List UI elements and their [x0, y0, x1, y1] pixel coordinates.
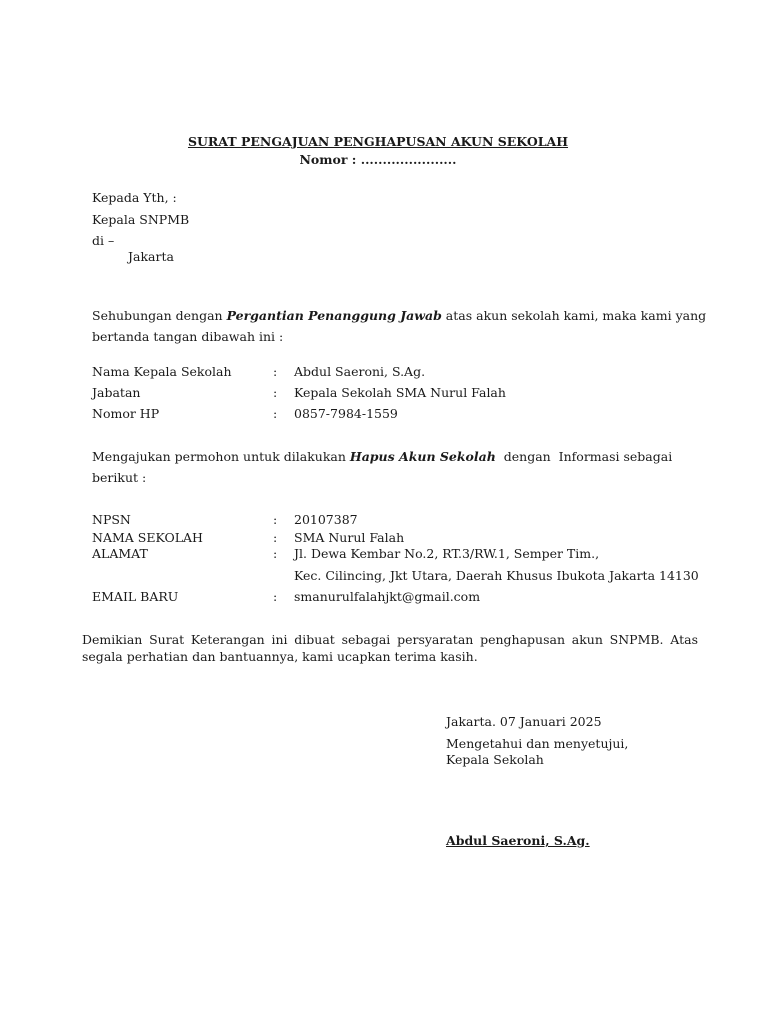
request-text-after: dengan Informasi sebagai — [495, 449, 673, 464]
email-value: smanurulfalahjkt@gmail.com — [294, 589, 481, 604]
signer-name-value: Abdul Saeroni, S.Ag. — [294, 364, 426, 379]
signer-name-label: Nama Kepala Sekolah — [92, 364, 232, 379]
signer-phone-label: Nomor HP — [92, 406, 160, 421]
approval-text: Mengetahui dan menyetujui, — [446, 736, 629, 751]
intro-line-2: bertanda tangan dibawah ini : — [92, 329, 284, 344]
request-emphasis: Hapus Akun Sekolah — [349, 449, 496, 464]
school-name-label: NAMA SEKOLAH — [92, 530, 203, 545]
address-colon: : — [273, 546, 278, 561]
signer-position-title: Kepala Sekolah — [446, 752, 544, 767]
recipient-line-1: Kepada Yth, : — [92, 190, 177, 205]
closing-paragraph: Demikian Surat Keterangan ini dibuat sebagai persyaratan penghapusan akun SNPMB. Atas segala perhatian dan bantuannya, kami ucapkan terima kasih. — [82, 632, 698, 664]
intro-text-after: atas akun sekolah kami, maka kami yang — [441, 308, 707, 323]
intro-text-before: Sehubungan dengan — [92, 308, 227, 323]
school-name-value: SMA Nurul Falah — [294, 530, 405, 545]
address-line-2: Kec. Cilincing, Jkt Utara, Daerah Khusus Ibukota Jakarta 14130 — [294, 568, 699, 583]
signer-position-colon: : — [273, 385, 278, 400]
document-title: SURAT PENGAJUAN PENGHAPUSAN AKUN SEKOLAH — [187, 134, 569, 149]
school-name-colon: : — [273, 530, 278, 545]
document-number: Nomor : ...................... — [299, 152, 457, 167]
npsn-label: NPSN — [92, 512, 131, 527]
npsn-value: 20107387 — [294, 512, 358, 527]
request-text-before: Mengajukan permohon untuk dilakukan — [92, 449, 350, 464]
address-label: ALAMAT — [92, 546, 148, 561]
request-line-2: berikut : — [92, 470, 147, 485]
recipient-line-4: Jakarta — [128, 249, 174, 264]
address-line-1: Jl. Dewa Kembar No.2, RT.3/RW.1, Semper Tim., — [294, 546, 600, 561]
place-date: Jakarta. 07 Januari 2025 — [446, 714, 602, 729]
signer-name-colon: : — [273, 364, 278, 379]
email-colon: : — [273, 589, 278, 604]
signer-name: Abdul Saeroni, S.Ag. — [446, 833, 590, 848]
signer-phone-value: 0857-7984-1559 — [294, 406, 398, 421]
npsn-colon: : — [273, 512, 278, 527]
signer-position-label: Jabatan — [92, 385, 141, 400]
recipient-line-2: Kepala SNPMB — [92, 212, 190, 227]
intro-line-1 — [92, 308, 706, 323]
signer-phone-colon: : — [273, 406, 278, 421]
recipient-line-3: di – — [92, 233, 115, 248]
signer-position-value: Kepala Sekolah SMA Nurul Falah — [294, 385, 506, 400]
intro-emphasis: Pergantian Penanggung Jawab — [226, 308, 442, 323]
request-line-1 — [92, 449, 672, 464]
email-label: EMAIL BARU — [92, 589, 179, 604]
